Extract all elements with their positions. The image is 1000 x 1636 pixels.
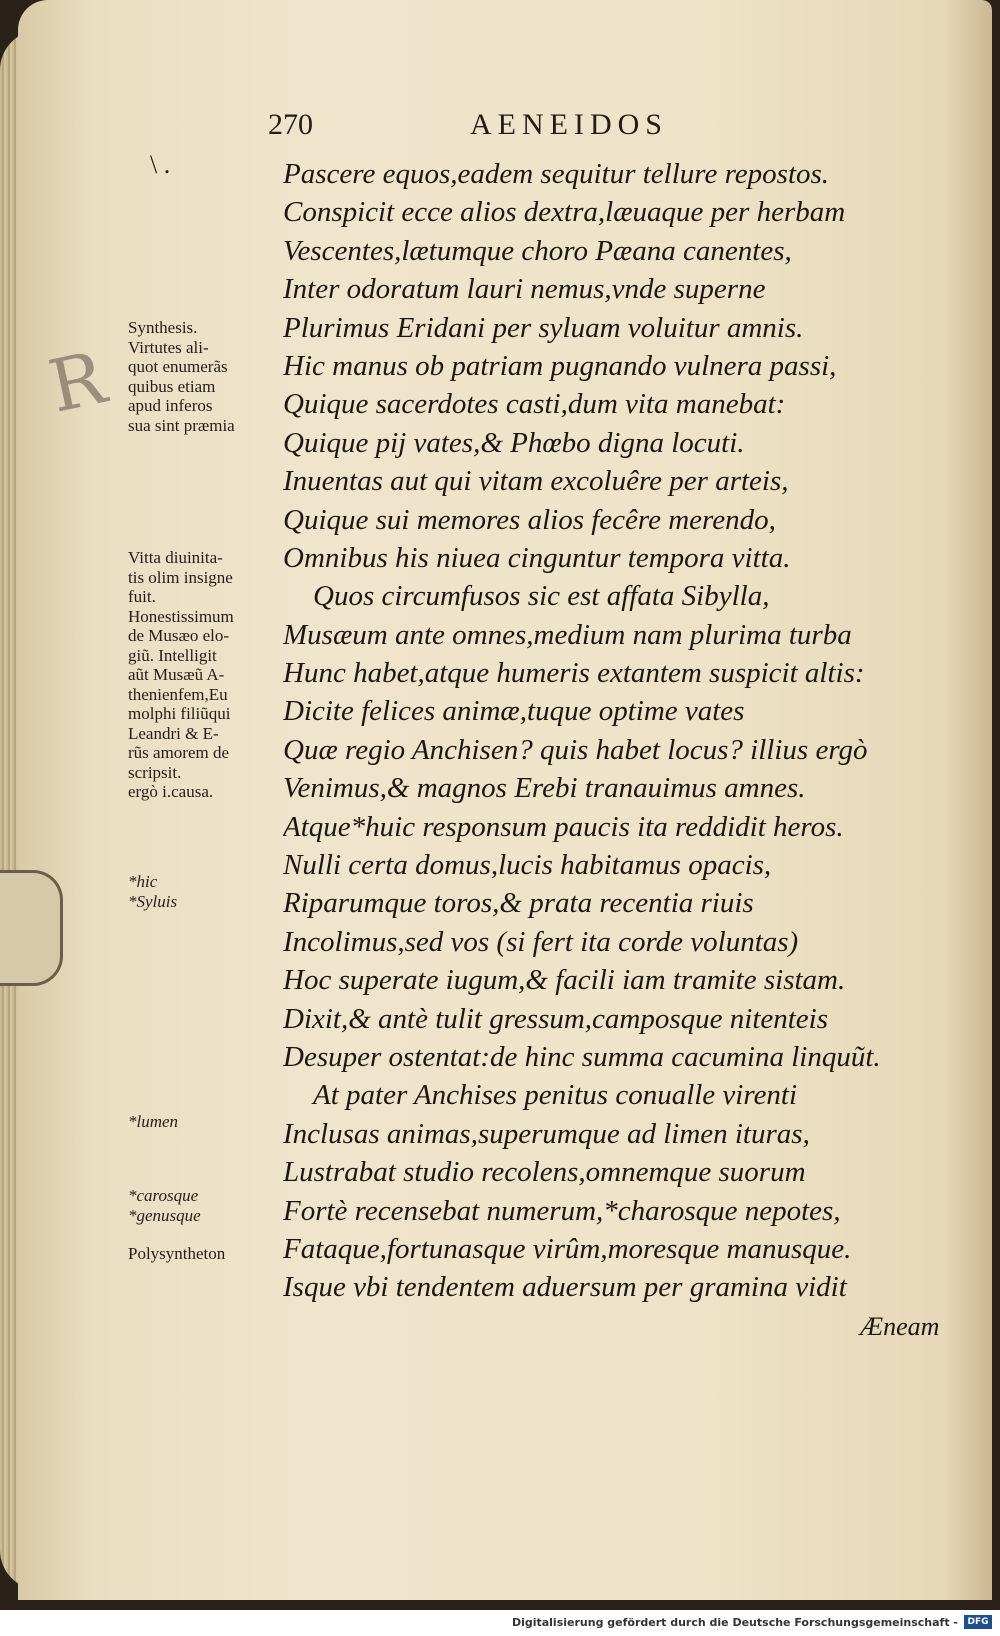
running-title: AENEIDOS [470,108,668,141]
verse-line: Incolimus,sed vos (si fert ita corde voluntas) [283,925,799,958]
verse-line: Hoc superate iugum,& facili iam tramite sistam. [283,964,846,997]
footer-bar [0,1610,1000,1636]
verse-line: Conspicit ecce alios dextra,læuaque per herbam [283,196,846,229]
verse-line: Inuentas aut qui vitam excoluêre per arteis, [283,465,789,498]
verse-line: Vescentes,lætumque choro Pæana canentes, [283,234,792,267]
verse-line: Isque vbi tendentem aduersum per gramina vidit [283,1271,847,1304]
verse-line: Quique pij vates,& Phœbo digna locuti. [283,426,745,459]
verse-line: Quique sacerdotes casti,dum vita manebat: [283,388,786,421]
margin-note: *lumen [128,1112,179,1131]
funding-credit: Digitalisierung gefördert durch die Deutsche Forschungsgemeinschaft - [511,1616,958,1629]
running-head [0,108,1000,148]
book-clip [0,870,63,986]
printer-mark: \ . [150,150,171,179]
verse-text [283,155,933,1307]
verse-line: Inter odoratum lauri nemus,vnde superne [283,273,766,306]
verse-line: Venimus,& magnos Erebi tranauimus amnes. [283,772,806,805]
verse-line: Atque*huic responsum paucis ita reddidit heros. [283,810,844,843]
verse-line: Lustrabat studio recolens,omnemque suorum [283,1156,806,1189]
catchword: Æneam [860,1312,940,1341]
verse-line: Hic manus ob patriam pugnando vulnera passi, [283,349,837,382]
dfg-logo-icon: DFG [964,1615,992,1629]
margin-note: Polysyntheton [128,1244,226,1263]
verse-line: Omnibus his niuea cinguntur tempora vitta. [283,541,791,574]
margin-note: *hic *Syluis [128,872,178,911]
verse-line: Musæum ante omnes,medium nam plurima turba [283,618,852,651]
pencil-annotation: R [41,335,113,429]
verse-line: Pascere equos,eadem sequitur tellure repostos. [283,158,830,190]
verse-line: Riparumque toros,& prata recentia riuis [283,887,754,920]
verse-line: Plurimus Eridani per syluam voluitur amnis. [283,311,804,344]
verse-line: At pater Anchises penitus conualle virenti [313,1079,798,1112]
margin-note: Synthesis. Virtutes ali- quot enumerãs quibus etiam apud inferos sua sint præmia [128,318,235,435]
margin-note: Vitta diuinita- tis olim insigne fuit. Honestissimum de Musæo elo- giũ. Intelligit aũt Musæũ A- thenienfem,Eu molphi filiũqui Leandri & E- rũs amorem de scripsit. ergò i.causa. [128,548,234,801]
verse-line: Fortè recensebat numerum,*charosque nepotes, [283,1194,841,1227]
verse-line: Inclusas animas,superumque ad limen ituras, [283,1117,810,1150]
verse-line: Quique sui memores alios fecêre merendo, [283,503,776,536]
verse-line: Dicite felices animæ,tuque optime vates [283,695,745,728]
verse-line: Dixit,& antè tulit gressum,camposque nitenteis [283,1002,829,1035]
verse-line: Fataque,fortunasque virûm,moresque manusque. [283,1232,852,1265]
verse-line: Nulli certa domus,lucis habitamus opacis, [283,849,772,882]
margin-note: *carosque *genusque [128,1186,201,1225]
verse-line: Desuper ostentat:de hinc summa cacumina linquũt. [283,1040,881,1073]
verse-line: Quos circumfusos sic est affata Sibylla, [313,580,770,613]
page-number: 270 [268,108,313,141]
verse-line: Quæ regio Anchisen? quis habet locus? illius ergò [283,733,868,766]
verse-line: Hunc habet,atque humeris extantem suspicit altis: [283,657,865,690]
